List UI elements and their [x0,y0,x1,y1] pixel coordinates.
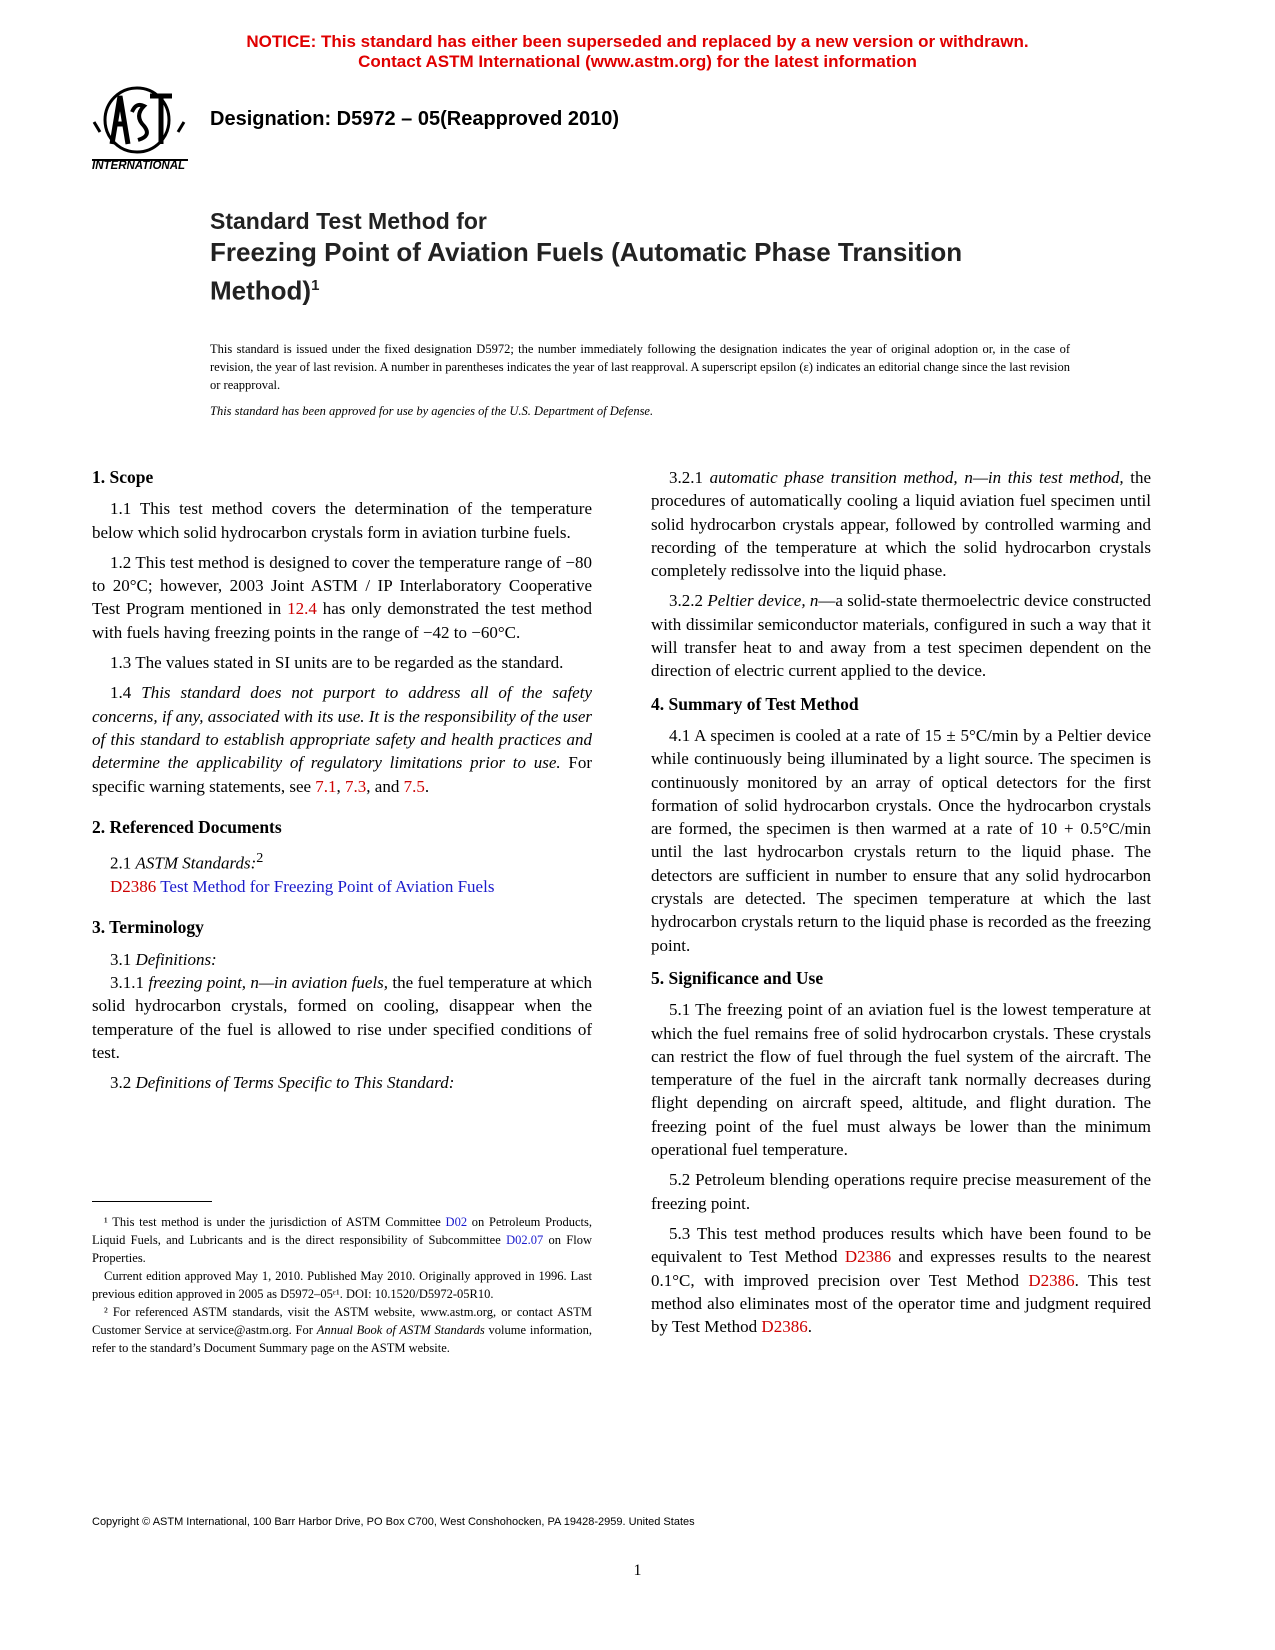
para-1-4-num: 1.4 [110,683,142,703]
link-d2386-3[interactable]: D2386 [761,1317,808,1337]
link-12-4[interactable]: 12.4 [287,599,317,619]
right-column [651,466,1151,1345]
para-3-2-2-text: —a solid-state thermoelectric device constructed with dissimilar semiconductor materials, configured in such a way that it will transfer heat to and away from a test specimen dependent on the direction of electric current applied to the device. [651,591,1151,681]
title-line-1: Standard Test Method for [210,208,487,234]
reference-d2386[interactable] [92,875,592,898]
footnote-1 [92,1213,592,1267]
document-title [210,206,970,308]
footnote-2 [92,1303,592,1357]
ref-title[interactable]: Test Method for Freezing Point of Aviation Fuels [156,877,495,897]
section-heading-scope: 1. Scope [92,467,154,487]
link-d2386-1[interactable]: D2386 [844,1247,892,1267]
para-1-2-text: 1.2 This test method is designed to cover the temperature range of −80 to 20°C; however, 2003 Joint ASTM / IP Interlaboratory Cooperative Test Program mentioned in [92,552,592,619]
para-3-2-2-num: 3.2.2 [669,591,708,611]
para-3-1-num: 3.1 [110,949,136,969]
para-3-2-italic: Definitions of Terms Specific to This Standard: [135,1073,455,1093]
para-3-1-1 [92,971,592,1064]
title-footnote-ref: 1 [311,277,320,294]
para-5-3-end: . [807,1317,812,1337]
footnote-1-edition: Current edition approved May 1, 2010. Published May 2010. Originally approved in 1996. Last previous edition approved in 2005 as D5972–05ᵋ¹. DOI: 10.1520/D5972-05R10. [92,1269,592,1301]
para-5-3-text-a: 5.3 This test method produces results which have been found to be equivalent to Test Method [651,1223,1151,1267]
notice-line-2: Contact ASTM International (www.astm.org) for the latest information [358,52,917,71]
para-3-2-1 [651,466,1151,582]
footnote-2-text-b: volume information, refer to the standard’s Document Summary page on the ASTM website. [92,1323,592,1355]
footnote-1-text-a: ¹ This test method is under the jurisdiction of ASTM Committee [104,1215,446,1229]
footnote-1-text-c: on Flow Properties. [92,1233,593,1265]
para-2-1-num: 2.1 [110,853,136,873]
notice-line-1: NOTICE: This standard has either been superseded and replaced by a new version or withdrawn. [246,32,1029,51]
para-1-1: 1.1 This test method covers the determination of the temperature below which solid hydrocarbon crystals form in aviation turbine fuels. [92,499,592,542]
para-5-3 [651,1222,1151,1338]
para-1-2 [92,551,592,644]
para-3-2 [92,1071,592,1094]
para-3-2-1-num: 3.2.1 [669,468,710,487]
title-main: Freezing Point of Aviation Fuels (Automatic Phase Transition Method) [210,237,963,306]
para-1-4-sep1: , [336,776,346,796]
section-heading-significance: 5. Significance and Use [651,967,824,988]
para-2-1-sup: 2 [256,850,264,867]
para-4-1: 4.1 A specimen is cooled at a rate of 15 ± 5°C/min by a Peltier device while continuously being illuminated by a light source. The specimen is continuously monitored by an array of optical detectors for the first formation of solid hydrocarbon crystals. Once the hydrocarbon crystals are formed, the specimen is then warmed at a rate of 10 + 0.5°C/min until the last hydrocarbon crystals return to the liquid phase. The detectors are sufficient in number to ensure that any solid hydrocarbon crystals are detected. The specimen temperature at which the last hydrocarbon crystals return to the liquid phase is recorded as the freezing point. [651,725,1151,955]
section-heading-referenced-documents: 2. Referenced Documents [92,816,282,837]
ref-code[interactable]: D2386 [110,877,157,897]
para-3-2-num: 3.2 [110,1073,136,1093]
para-1-4-text: For specific warning statements, see [92,753,592,796]
link-7-1[interactable]: 7.1 [315,776,337,796]
para-3-1-1-term: freezing point, n—in aviation fuels, [148,973,389,992]
para-3-1-1-text: the fuel temperature at which solid hydrocarbon crystals, formed on cooling, disappear when the temperature of the fuel is allowed to rise under specified conditions of test. [92,973,592,1062]
page-number: 1 [633,1562,642,1579]
footnote-1-text-b: on Petroleum Products, Liquid Fuels, and Lubricants and is the direct responsibility of Subcommittee [92,1215,592,1247]
link-7-5[interactable]: 7.5 [403,776,425,796]
para-1-4-sep2: , and [366,776,404,796]
para-5-2: 5.2 Petroleum blending operations require precise measurement of the freezing point. [651,1170,1151,1213]
para-3-2-2 [651,589,1151,682]
para-1-2-text-b: has only demonstrated the test method with fuels having freezing points in the range of −42 to −60°C. [92,599,592,642]
para-2-1-italic: ASTM Standards: [135,853,257,873]
link-7-3[interactable]: 7.3 [345,776,367,796]
section-heading-summary: 4. Summary of Test Method [651,693,859,714]
copyright: Copyright © ASTM International, 100 Barr Harbor Drive, PO Box C700, West Conshohocken, PA 19428-2959. United States [92,1516,695,1528]
left-column [92,466,592,1101]
para-3-2-2-term: Peltier device, n [707,591,819,611]
link-d2386-2[interactable]: D2386 [1028,1270,1075,1290]
para-5-1: 5.1 The freezing point of an aviation fuel is the lowest temperature at which the fuel remains free of solid hydrocarbon crystals. These crystals can restrict the flow of fuel through the fuel system of the aircraft. The temperature of the fuel in the aircraft tank normally decreases during flight depending on aircraft speed, altitude, and flight duration. The freezing point of the fuel must always be lower than the minimum operational fuel temperature. [651,1000,1151,1160]
para-3-1-italic: Definitions: [135,949,217,969]
para-3-1 [92,948,592,971]
para-1-4 [92,681,592,797]
footnotes [92,1213,592,1357]
logo-text: INTERNATIONAL [92,160,186,172]
footnote-2-text-a: ² For referenced ASTM standards, visit the ASTM website, www.astm.org, or contact ASTM Customer Service at service@astm.org. For [92,1305,592,1337]
para-3-1-1-num: 3.1.1 [110,973,149,992]
astm-logo-icon [90,82,198,174]
para-3-2-1-text: the procedures of automatically cooling a liquid aviation fuel specimen until solid hydrocarbon crystals appear, followed by controlled warming and recording of the temperature at which the solid hydrocarbon crystals completely redissolve into the liquid phase. [651,468,1151,581]
link-d02[interactable]: D02 [445,1215,468,1229]
designation: Designation: D5972 – 05(Reapproved 2010) [210,108,620,130]
title-line-2 [210,236,970,308]
para-5-3-text-b: and expresses results to the nearest 0.1°C, with improved precision over Test Method [651,1247,1152,1290]
approval-statement: This standard has been approved for use by agencies of the U.S. Department of Defense. [210,404,654,418]
para-5-3-text-c: . This test method also eliminates most of the operator time and judgment required by Test Method [651,1270,1151,1337]
para-3-2-1-term: automatic phase transition method, n—in this test method, [709,468,1124,487]
notice-banner [0,32,1275,72]
para-1-3: 1.3 The values stated in SI units are to be regarded as the standard. [110,653,564,673]
para-1-4-italic: This standard does not purport to address all of the safety concerns, if any, associated with its use. It is the responsibility of the user of this standard to establish appropriate safety and health practices and determine the applicability of regulatory limitations prior to use. [92,683,592,773]
para-2-1 [92,847,592,875]
footnote-2-italic: Annual Book of ASTM Standards [316,1323,485,1337]
footnote-divider [92,1201,212,1202]
link-d02-07[interactable]: D02.07 [506,1233,544,1247]
issued-statement: This standard is issued under the fixed designation D5972; the number immediately following the designation indicates the year of original adoption or, in the case of revision, the year of last revision. A number in parentheses indicates the year of last reapproval. A superscript epsilon (ε) indicates an editorial change since the last revision or reapproval. [210,342,1070,392]
para-1-4-end: . [424,776,430,796]
section-heading-terminology: 3. Terminology [92,917,204,938]
